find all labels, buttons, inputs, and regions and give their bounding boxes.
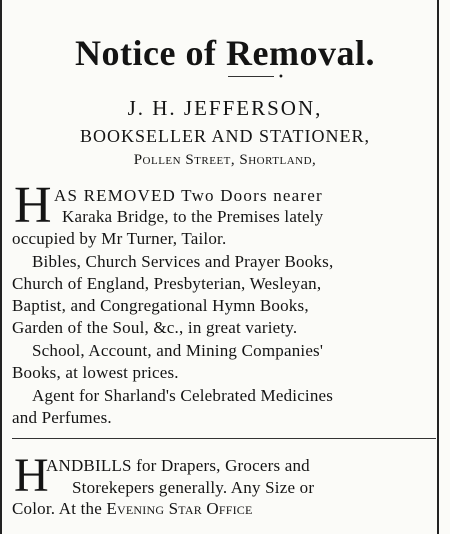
notice-line: Agent for Sharland's Celebrated Medicines (32, 386, 334, 405)
notice-line: occupied by Mr Turner, Tailor. (12, 229, 227, 248)
notice-line: Bibles, Church Services and Prayer Books, (32, 252, 334, 271)
handbills-line (12, 499, 253, 519)
handbills-line: ANDBILLS for Drapers, Grocers and (46, 456, 310, 475)
notice-line: Books, at lowest prices. (12, 363, 179, 382)
title-rule (228, 76, 274, 77)
drop-cap: H (14, 449, 49, 502)
notice-line: and Perfumes. (12, 408, 112, 427)
column-rule-left (0, 0, 2, 534)
notice-line: Baptist, and Congregational Hymn Books, (12, 296, 309, 315)
merchant-address: Pollen Street, Shortland, (133, 152, 317, 168)
ornament-dot: • (278, 72, 284, 83)
newspaper-office-name: Evening Star Office (106, 499, 253, 518)
drop-cap: H (14, 177, 52, 234)
notice-line: School, Account, and Mining Companies' (32, 341, 324, 360)
merchant-name: J. H. JEFFERSON, (127, 96, 323, 120)
notice-line: AS REMOVED Two Doors nearer (54, 186, 323, 205)
notice-title: Notice of Removal. (75, 33, 375, 73)
notice-line: Church of England, Presbyterian, Wesleyan, (12, 274, 322, 293)
handbills-text: Color. At the (12, 499, 107, 518)
notice-line: Karaka Bridge, to the Premises lately (62, 207, 324, 226)
notice-line: Garden of the Soul, &c., in great variety. (12, 318, 298, 337)
advert-separator (12, 438, 436, 439)
column-rule-right (437, 0, 439, 534)
merchant-trade: BOOKSELLER AND STATIONER, (79, 126, 371, 146)
handbills-line: Storekepers generally. Any Size or (72, 478, 315, 497)
